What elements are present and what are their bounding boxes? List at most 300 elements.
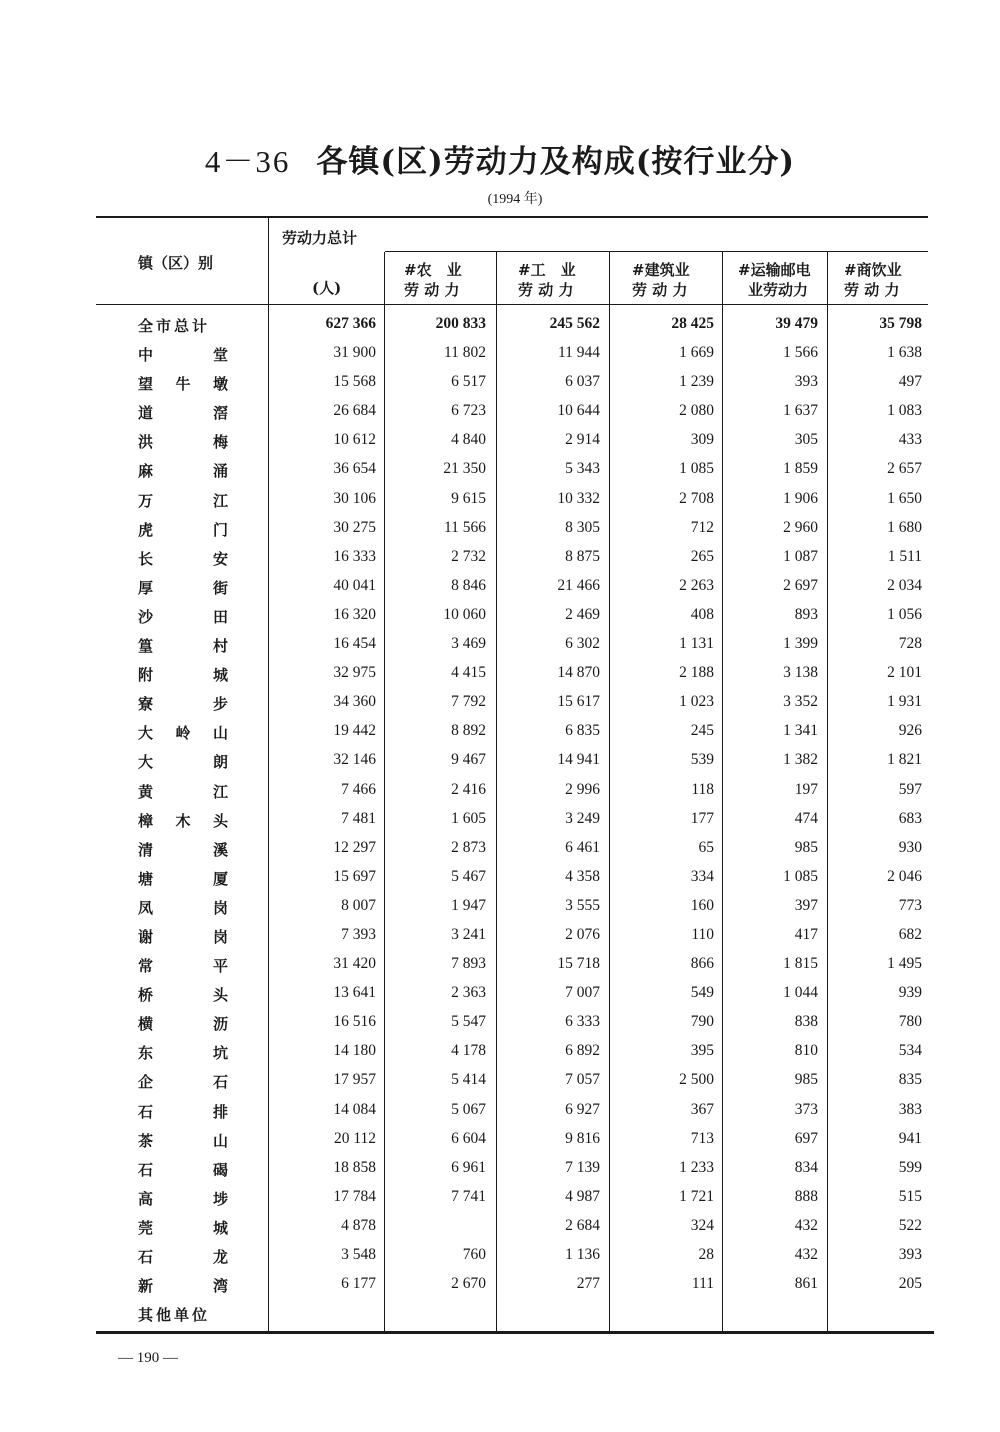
- cell-value: 773: [898, 896, 922, 914]
- cell-value: 39 479: [775, 315, 818, 332]
- cell-value: 5 343: [565, 460, 600, 478]
- cell-value: 245: [690, 722, 714, 740]
- cell-value: 14 941: [557, 751, 600, 769]
- header-mid-rule: [385, 251, 928, 252]
- cell-value: 6 177: [341, 1275, 376, 1293]
- cell-value: 118: [691, 780, 714, 798]
- row-label: 全市总计: [138, 317, 211, 335]
- row-label: 凤 岗: [138, 898, 228, 917]
- row-label: 中 堂: [138, 346, 228, 365]
- cell-value: 549: [690, 984, 714, 1002]
- cell-value: 6 517: [451, 373, 486, 391]
- cell-value: 32 975: [333, 664, 376, 682]
- cell-value: 1 233: [679, 1158, 714, 1176]
- cell-value: 835: [898, 1071, 922, 1089]
- cell-value: 515: [898, 1187, 922, 1205]
- cell-value: 17 784: [333, 1187, 376, 1205]
- row-label: 桥 头: [138, 986, 228, 1005]
- header-line: #商饮业: [844, 261, 902, 279]
- cell-value: 3 352: [783, 693, 818, 711]
- cell-value: 1 605: [451, 809, 486, 827]
- cell-value: 760: [462, 1246, 486, 1263]
- cell-value: 6 604: [451, 1129, 486, 1147]
- table-title: 各镇(区)劳动力及构成(按行业分): [316, 144, 796, 180]
- cell-value: 1 382: [783, 751, 818, 769]
- cell-value: 10 644: [557, 402, 600, 420]
- cell-value: 397: [794, 896, 818, 914]
- cell-value: 367: [690, 1100, 714, 1118]
- cell-value: 9 615: [451, 489, 486, 507]
- row-label: 高 埗: [138, 1189, 228, 1208]
- cell-value: 2 873: [451, 838, 486, 856]
- row-label: 篁 村: [138, 637, 228, 656]
- header-line: 业劳动力: [748, 281, 809, 299]
- row-label: 樟 木 头: [138, 811, 228, 830]
- cell-value: 2 046: [887, 867, 922, 885]
- table-row: [0, 980, 1000, 1009]
- cell-value: 1 669: [679, 344, 714, 362]
- cell-value: 305: [794, 431, 818, 449]
- cell-value: 697: [794, 1129, 818, 1147]
- cell-value: 2 263: [679, 576, 714, 594]
- cell-value: 2 670: [451, 1275, 486, 1293]
- cell-value: 1 821: [887, 751, 922, 769]
- cell-value: 21 350: [443, 460, 486, 478]
- cell-value: 7 792: [451, 693, 486, 711]
- row-label: 石 龙: [138, 1248, 228, 1266]
- cell-value: 728: [898, 635, 922, 653]
- cell-value: 5 414: [451, 1071, 486, 1089]
- table-row: [0, 922, 1000, 951]
- industry-header: [518, 260, 576, 300]
- cell-value: 7 481: [341, 809, 376, 827]
- cell-value: 2 697: [783, 576, 818, 594]
- cell-value: 334: [690, 867, 714, 885]
- page-number: — 190 —: [118, 1350, 178, 1366]
- cell-value: 627 366: [325, 315, 376, 332]
- cell-value: 8 305: [565, 518, 600, 536]
- cell-value: 13 641: [333, 984, 376, 1002]
- table-row: [0, 573, 1000, 602]
- cell-value: 810: [794, 1042, 818, 1060]
- cell-value: 2 500: [679, 1071, 714, 1089]
- row-label-header: 镇（区）别: [138, 254, 214, 272]
- page-title: [0, 136, 1000, 181]
- table-row: [0, 486, 1000, 515]
- cell-value: 3 548: [341, 1246, 376, 1263]
- row-label: 石 碣: [138, 1160, 228, 1179]
- cell-value: 417: [794, 925, 818, 943]
- row-label: 塘 厦: [138, 869, 228, 888]
- cell-value: 40 041: [333, 576, 376, 594]
- cell-value: 28 425: [671, 315, 714, 332]
- cell-value: 930: [898, 838, 922, 856]
- cell-value: 597: [898, 780, 922, 798]
- table-row: [0, 747, 1000, 776]
- cell-value: 712: [690, 518, 714, 536]
- row-label: 洪 梅: [138, 433, 228, 452]
- cell-value: 7 466: [341, 780, 376, 798]
- cell-value: 2 076: [565, 925, 600, 943]
- cell-value: 6 333: [565, 1013, 600, 1031]
- cell-value: 1 341: [783, 722, 818, 740]
- cell-value: 838: [794, 1013, 818, 1031]
- table-row: [0, 777, 1000, 806]
- transport-header: [738, 260, 811, 300]
- cell-value: 9 467: [451, 751, 486, 769]
- cell-value: 15 718: [557, 955, 600, 973]
- cell-value: 17 957: [333, 1071, 376, 1089]
- row-label: 清 溪: [138, 840, 228, 859]
- cell-value: 861: [794, 1275, 818, 1293]
- row-label: 寮 步: [138, 695, 228, 714]
- cell-value: 1 083: [887, 402, 922, 420]
- table-row: [0, 1271, 1000, 1300]
- cell-value: 18 858: [333, 1158, 376, 1176]
- cell-value: 7 893: [451, 955, 486, 973]
- cell-value: 474: [794, 809, 818, 827]
- header-line: #工 业: [518, 261, 576, 279]
- row-label: 茶 山: [138, 1131, 228, 1150]
- cell-value: 599: [898, 1158, 922, 1176]
- cell-value: 939: [898, 984, 922, 1002]
- cell-value: 1 239: [679, 373, 714, 391]
- cell-value: 3 555: [565, 896, 600, 914]
- cell-value: 1 085: [679, 460, 714, 478]
- cell-value: 834: [794, 1158, 818, 1176]
- cell-value: 10 060: [443, 605, 486, 623]
- row-label: 厚 街: [138, 578, 228, 597]
- cell-value: 1 056: [887, 605, 922, 623]
- cell-value: 11 944: [557, 344, 600, 362]
- cell-value: 1 044: [783, 984, 818, 1002]
- cell-value: 1 815: [783, 955, 818, 973]
- table-row: [0, 515, 1000, 544]
- cell-value: 8 846: [451, 576, 486, 594]
- cell-value: 7 057: [565, 1071, 600, 1089]
- cell-value: 16 333: [333, 547, 376, 565]
- row-label: 企 石: [138, 1073, 228, 1092]
- table-row: [0, 602, 1000, 631]
- cell-value: 309: [690, 431, 714, 449]
- cell-value: 2 188: [679, 664, 714, 682]
- cell-value: 65: [698, 838, 714, 856]
- cell-value: 682: [898, 925, 922, 943]
- cell-value: 2 080: [679, 402, 714, 420]
- table-row: [0, 544, 1000, 573]
- row-label: 黄 江: [138, 782, 228, 801]
- cell-value: 16 516: [333, 1013, 376, 1031]
- header-line: 劳 动 力: [844, 281, 900, 299]
- row-label: 莞 城: [138, 1218, 228, 1237]
- header-line: 劳 动 力: [632, 281, 688, 299]
- cell-value: 6 302: [565, 635, 600, 653]
- cell-value: 31 420: [333, 955, 376, 973]
- cell-value: 1 859: [783, 460, 818, 478]
- table-row: [0, 456, 1000, 485]
- cell-value: 393: [794, 373, 818, 391]
- cell-value: 14 180: [333, 1042, 376, 1060]
- row-label: 沙 田: [138, 607, 228, 626]
- total-header: 劳动力总计: [282, 229, 358, 247]
- cell-value: 2 708: [679, 489, 714, 507]
- row-label: 东 坑: [138, 1044, 228, 1063]
- cell-value: 200 833: [435, 315, 486, 332]
- cell-value: 393: [898, 1246, 922, 1263]
- cell-value: 534: [898, 1042, 922, 1060]
- cell-value: 6 961: [451, 1158, 486, 1176]
- table-row: [0, 1126, 1000, 1155]
- cell-value: 2 469: [565, 605, 600, 623]
- header-line: #农 业: [404, 261, 462, 279]
- row-label: 其他单位: [138, 1306, 211, 1325]
- cell-value: 1 906: [783, 489, 818, 507]
- cell-value: 21 466: [557, 576, 600, 594]
- cell-value: 539: [690, 751, 714, 769]
- table-body: [0, 311, 1000, 1329]
- cell-value: 985: [794, 1071, 818, 1089]
- table-row: [0, 1242, 1000, 1271]
- cell-value: 1 495: [887, 955, 922, 973]
- bottom-rule: [96, 1331, 934, 1334]
- cell-value: 31 900: [333, 344, 376, 362]
- cell-value: 11 566: [443, 518, 486, 536]
- cell-value: 7 393: [341, 925, 376, 943]
- cell-value: 373: [794, 1100, 818, 1118]
- total-row: [0, 311, 1000, 340]
- row-label: 大 朗: [138, 753, 228, 772]
- row-label: 道 滘: [138, 404, 228, 423]
- cell-value: 433: [898, 431, 922, 449]
- cell-value: 683: [898, 809, 922, 827]
- table-row: [0, 835, 1000, 864]
- cell-value: 7 007: [565, 984, 600, 1002]
- cell-value: 1 136: [565, 1246, 600, 1263]
- table-row: [0, 864, 1000, 893]
- cell-value: 866: [690, 955, 714, 973]
- table-row: [0, 806, 1000, 835]
- cell-value: 497: [898, 373, 922, 391]
- cell-value: 1 638: [887, 344, 922, 362]
- cell-value: 197: [794, 780, 818, 798]
- cell-value: 8 875: [565, 547, 600, 565]
- cell-value: 12 297: [333, 838, 376, 856]
- header-line: #运输邮电: [738, 261, 811, 279]
- agriculture-header: [404, 260, 462, 300]
- cell-value: 205: [898, 1275, 922, 1293]
- cell-value: 3 249: [565, 809, 600, 827]
- cell-value: 408: [690, 605, 714, 623]
- cell-value: 1 637: [783, 402, 818, 420]
- cell-value: 5 467: [451, 867, 486, 885]
- cell-value: 4 178: [451, 1042, 486, 1060]
- table-row: [0, 951, 1000, 980]
- cell-value: 6 461: [565, 838, 600, 856]
- cell-value: 177: [690, 809, 714, 827]
- cell-value: 7 139: [565, 1158, 600, 1176]
- cell-value: 8 007: [341, 896, 376, 914]
- cell-value: 432: [794, 1216, 818, 1234]
- table-row: [0, 893, 1000, 922]
- cell-value: 265: [690, 547, 714, 565]
- cell-value: 5 067: [451, 1100, 486, 1118]
- cell-value: 14 084: [333, 1100, 376, 1118]
- cell-value: 893: [794, 605, 818, 623]
- cell-value: 15 697: [333, 867, 376, 885]
- cell-value: 2 684: [565, 1216, 600, 1234]
- cell-value: 888: [794, 1187, 818, 1205]
- cell-value: 111: [691, 1275, 714, 1293]
- row-label: 常 平: [138, 957, 228, 976]
- cell-value: 9 816: [565, 1129, 600, 1147]
- table-row: [0, 1155, 1000, 1184]
- cell-value: 985: [794, 838, 818, 856]
- cell-value: 8 892: [451, 722, 486, 740]
- table-row: [0, 1067, 1000, 1096]
- cell-value: 383: [898, 1100, 922, 1118]
- cell-value: 324: [690, 1216, 714, 1234]
- cell-value: 15 617: [557, 693, 600, 711]
- cell-value: 4 358: [565, 867, 600, 885]
- cell-value: 6 037: [565, 373, 600, 391]
- cell-value: 790: [690, 1013, 714, 1031]
- header-line: #建筑业: [632, 261, 690, 279]
- table-row: [0, 1213, 1000, 1242]
- cell-value: 6 835: [565, 722, 600, 740]
- cell-value: 2 101: [887, 664, 922, 682]
- cell-value: 2 034: [887, 576, 922, 594]
- cell-value: 2 363: [451, 984, 486, 1002]
- cell-value: 16 320: [333, 605, 376, 623]
- commerce-header: [844, 260, 902, 300]
- row-label: 望 牛 墩: [138, 375, 228, 394]
- cell-value: 522: [898, 1216, 922, 1234]
- header-bottom-rule: [96, 304, 928, 305]
- row-label: 新 湾: [138, 1277, 228, 1296]
- cell-value: 11 802: [443, 344, 486, 362]
- row-label: 横 沥: [138, 1015, 228, 1034]
- cell-value: 1 511: [887, 547, 922, 565]
- cell-value: 780: [898, 1013, 922, 1031]
- cell-value: 3 241: [451, 925, 486, 943]
- cell-value: 2 657: [887, 460, 922, 478]
- table-row: [0, 1300, 1000, 1329]
- table-row: [0, 631, 1000, 660]
- table-row: [0, 340, 1000, 369]
- row-label: 附 城: [138, 666, 228, 685]
- table-row: [0, 689, 1000, 718]
- cell-value: 30 275: [333, 518, 376, 536]
- row-label: 长 安: [138, 549, 228, 568]
- cell-value: 432: [794, 1246, 818, 1263]
- cell-value: 35 798: [879, 315, 922, 332]
- row-label: 石 排: [138, 1102, 228, 1121]
- top-rule: [96, 216, 928, 218]
- cell-value: 3 469: [451, 635, 486, 653]
- row-label: 大 岭 山: [138, 724, 228, 743]
- cell-value: 110: [691, 925, 714, 943]
- cell-value: 713: [690, 1129, 714, 1147]
- table-row: [0, 1009, 1000, 1038]
- cell-value: 1 087: [783, 547, 818, 565]
- cell-value: 32 146: [333, 751, 376, 769]
- cell-value: 26 684: [333, 402, 376, 420]
- row-label: 谢 岗: [138, 927, 228, 946]
- cell-value: 6 892: [565, 1042, 600, 1060]
- cell-value: 2 996: [565, 780, 600, 798]
- table-number: 4－36: [204, 144, 291, 179]
- row-label: 麻 涌: [138, 462, 228, 481]
- cell-value: 4 415: [451, 664, 486, 682]
- table-row: [0, 660, 1000, 689]
- cell-value: 3 138: [783, 664, 818, 682]
- cell-value: 19 442: [333, 722, 376, 740]
- cell-value: 1 085: [783, 867, 818, 885]
- row-label: 虎 门: [138, 520, 228, 539]
- cell-value: 1 023: [679, 693, 714, 711]
- table-row: [0, 1038, 1000, 1067]
- table-row: [0, 1184, 1000, 1213]
- table-row: [0, 718, 1000, 747]
- cell-value: 36 654: [333, 460, 376, 478]
- cell-value: 1 566: [783, 344, 818, 362]
- cell-value: 10 332: [557, 489, 600, 507]
- header-line: 劳 动 力: [404, 281, 460, 299]
- cell-value: 5 547: [451, 1013, 486, 1031]
- cell-value: 20 112: [333, 1129, 376, 1147]
- construction-header: [632, 260, 690, 300]
- cell-value: 2 914: [565, 431, 600, 449]
- table-row: [0, 369, 1000, 398]
- cell-value: 4 878: [341, 1216, 376, 1234]
- cell-value: 30 106: [333, 489, 376, 507]
- unit-label: (人): [312, 279, 342, 297]
- table-row: [0, 427, 1000, 456]
- cell-value: 4 840: [451, 431, 486, 449]
- cell-value: 2 732: [451, 547, 486, 565]
- cell-value: 6 927: [565, 1100, 600, 1118]
- cell-value: 1 650: [887, 489, 922, 507]
- cell-value: 6 723: [451, 402, 486, 420]
- table-year: (1994 年): [487, 192, 543, 207]
- cell-value: 4 987: [565, 1187, 600, 1205]
- table-row: [0, 1097, 1000, 1126]
- cell-value: 14 870: [557, 664, 600, 682]
- cell-value: 15 568: [333, 373, 376, 391]
- cell-value: 1 721: [679, 1187, 714, 1205]
- cell-value: 10 612: [333, 431, 376, 449]
- cell-value: 28: [698, 1246, 714, 1263]
- cell-value: 1 931: [887, 693, 922, 711]
- cell-value: 941: [898, 1129, 922, 1147]
- cell-value: 2 416: [451, 780, 486, 798]
- cell-value: 395: [690, 1042, 714, 1060]
- cell-value: 245 562: [549, 315, 600, 332]
- cell-value: 34 360: [333, 693, 376, 711]
- cell-value: 16 454: [333, 635, 376, 653]
- cell-value: 7 741: [451, 1187, 486, 1205]
- table-row: [0, 398, 1000, 427]
- cell-value: 926: [898, 722, 922, 740]
- row-label: 万 江: [138, 491, 228, 510]
- cell-value: 1 947: [451, 896, 486, 914]
- cell-value: 277: [576, 1275, 600, 1293]
- cell-value: 1 131: [679, 635, 714, 653]
- cell-value: 1 680: [887, 518, 922, 536]
- cell-value: 160: [690, 896, 714, 914]
- cell-value: 2 960: [783, 518, 818, 536]
- cell-value: 1 399: [783, 635, 818, 653]
